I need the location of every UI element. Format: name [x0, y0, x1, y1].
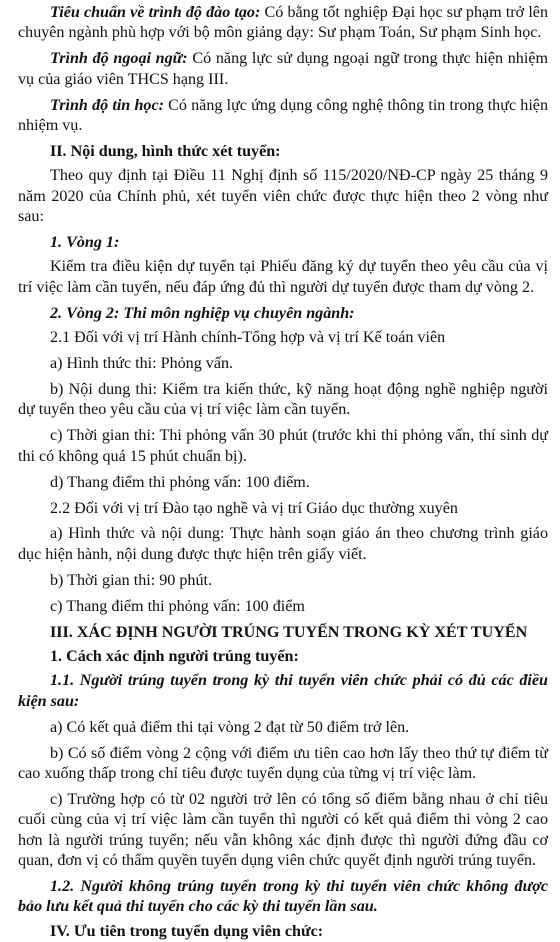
paragraph-2-2-b: b) Thời gian thi: 90 phút.: [50, 571, 212, 589]
paragraph-round-1: Kiểm tra điều kiện dự tuyển tại Phiếu đăng ký dự tuyển theo yêu cầu của vị trí việc làm cần tuyển, nếu đáp ứng đủ thì người dự tuyển được tham dự vòng 2.: [18, 258, 548, 296]
label-it-skills: Trình độ tin học:: [50, 96, 164, 114]
heading-section-iii-1-1: 1.1. Người trúng tuyển trong kỳ thi tuyển viên chức phải có đủ các điều kiện sau:: [18, 672, 548, 710]
paragraph-training-standard: [18, 3, 548, 44]
heading-round-2: 2. Vòng 2: Thi môn nghiệp vụ chuyên ngành:: [50, 304, 355, 322]
heading-section-iii-1-2: 1.2. Người không trúng tuyển trong kỳ thi tuyển viên chức không được bảo lưu kết quả thi tuyển cho các kỳ thi tuyển lần sau.: [18, 878, 548, 916]
paragraph-2-1-b: b) Nội dung thi: Kiểm tra kiến thức, kỹ năng hoạt động nghề nghiệp người dự tuyển theo yêu cầu của vị trí việc làm cần tuyển.: [18, 381, 548, 419]
paragraph-iii-a: a) Có kết quả điểm thi tại vòng 2 đạt từ 50 điểm trở lên.: [50, 718, 410, 736]
paragraph-foreign-language: [18, 49, 548, 90]
paragraph-2-1-c: c) Thời gian thi: Thi phỏng vấn 30 phút (trước khi thi phỏng vấn, thí sinh dự thi có không quá 15 phút chuẩn bị).: [18, 427, 548, 465]
heading-round-1: 1. Vòng 1:: [50, 234, 120, 252]
paragraph-iii-c: c) Trường hợp có từ 02 người trở lên có tổng số điểm bằng nhau ở chỉ tiêu cuối cùng của vị trí việc làm cần tuyển thì người có kết quả điểm thi vòng 2 cao hơn là người trúng tuyển; nếu vẫn không xác định được thì người đứng đầu cơ quan, đơn vị có thẩm quyền tuyển dụng viên chức quyết định người trúng tuyển.: [18, 790, 548, 870]
text-it-skills: Có năng lực ứng dụng công nghệ thông tin trong thực hiện nhiệm vụ.: [18, 96, 548, 135]
heading-section-ii: II. Nội dung, hình thức xét tuyển:: [50, 142, 281, 160]
paragraph-2-2-c: c) Thang điểm thi phỏng vấn: 100 điểm: [50, 597, 305, 615]
paragraph-2-1-a: a) Hình thức thi: Phỏng vấn.: [50, 355, 234, 373]
heading-section-iii-1: 1. Cách xác định người trúng tuyển:: [50, 647, 299, 665]
paragraph-iii-b: b) Có số điểm vòng 2 cộng với điểm ưu tiên cao hơn lấy theo thứ tự điểm từ cao xuống thấp trong chỉ tiêu được tuyển dụng của từng vị trí việc làm.: [18, 744, 548, 782]
paragraph-it-skills: [18, 96, 548, 137]
paragraph-regulation: Theo quy định tại Điều 11 Nghị định số 115/2020/NĐ-CP ngày 25 tháng 9 năm 2020 của Chính phủ, xét tuyển viên chức được thực hiện theo 2 vòng như sau:: [18, 167, 548, 226]
text-training-standard: Có bằng tốt nghiệp Đại học sư phạm trở lên chuyên ngành phù hợp với bộ môn giảng dạy: Sư phạm Toán, Sư phạm Sinh học.: [18, 4, 548, 42]
paragraph-2-1-d: d) Thang điểm thi phỏng vấn: 100 điểm.: [50, 473, 310, 491]
paragraph-2-2-a: a) Hình thức và nội dung: Thực hành soạn giáo án theo chương trình giáo dục hiện hành, nội dung được thực hiện trên giấy viết.: [18, 525, 548, 563]
label-foreign-language: Trình độ ngoại ngữ:: [50, 50, 188, 68]
paragraph-2-1: 2.1 Đối với vị trí Hành chính-Tổng hợp và vị trí Kế toán viên: [50, 329, 446, 347]
paragraph-2-2: 2.2 Đối với vị trí Đào tạo nghề và vị trí Giáo dục thường xuyên: [50, 499, 458, 517]
label-training-standard: Tiêu chuẩn về trình độ đào tạo:: [50, 4, 261, 21]
text-foreign-language: Có năng lực sử dụng ngoại ngữ trong thực hiện nhiệm vụ của giáo viên THCS hạng III.: [18, 50, 548, 88]
heading-section-iii: III. XÁC ĐỊNH NGƯỜI TRÚNG TUYỂN TRONG KỲ XÉT TUYỂN: [50, 623, 528, 641]
heading-section-iv: IV. Ưu tiên trong tuyển dụng viên chức:: [50, 922, 324, 940]
